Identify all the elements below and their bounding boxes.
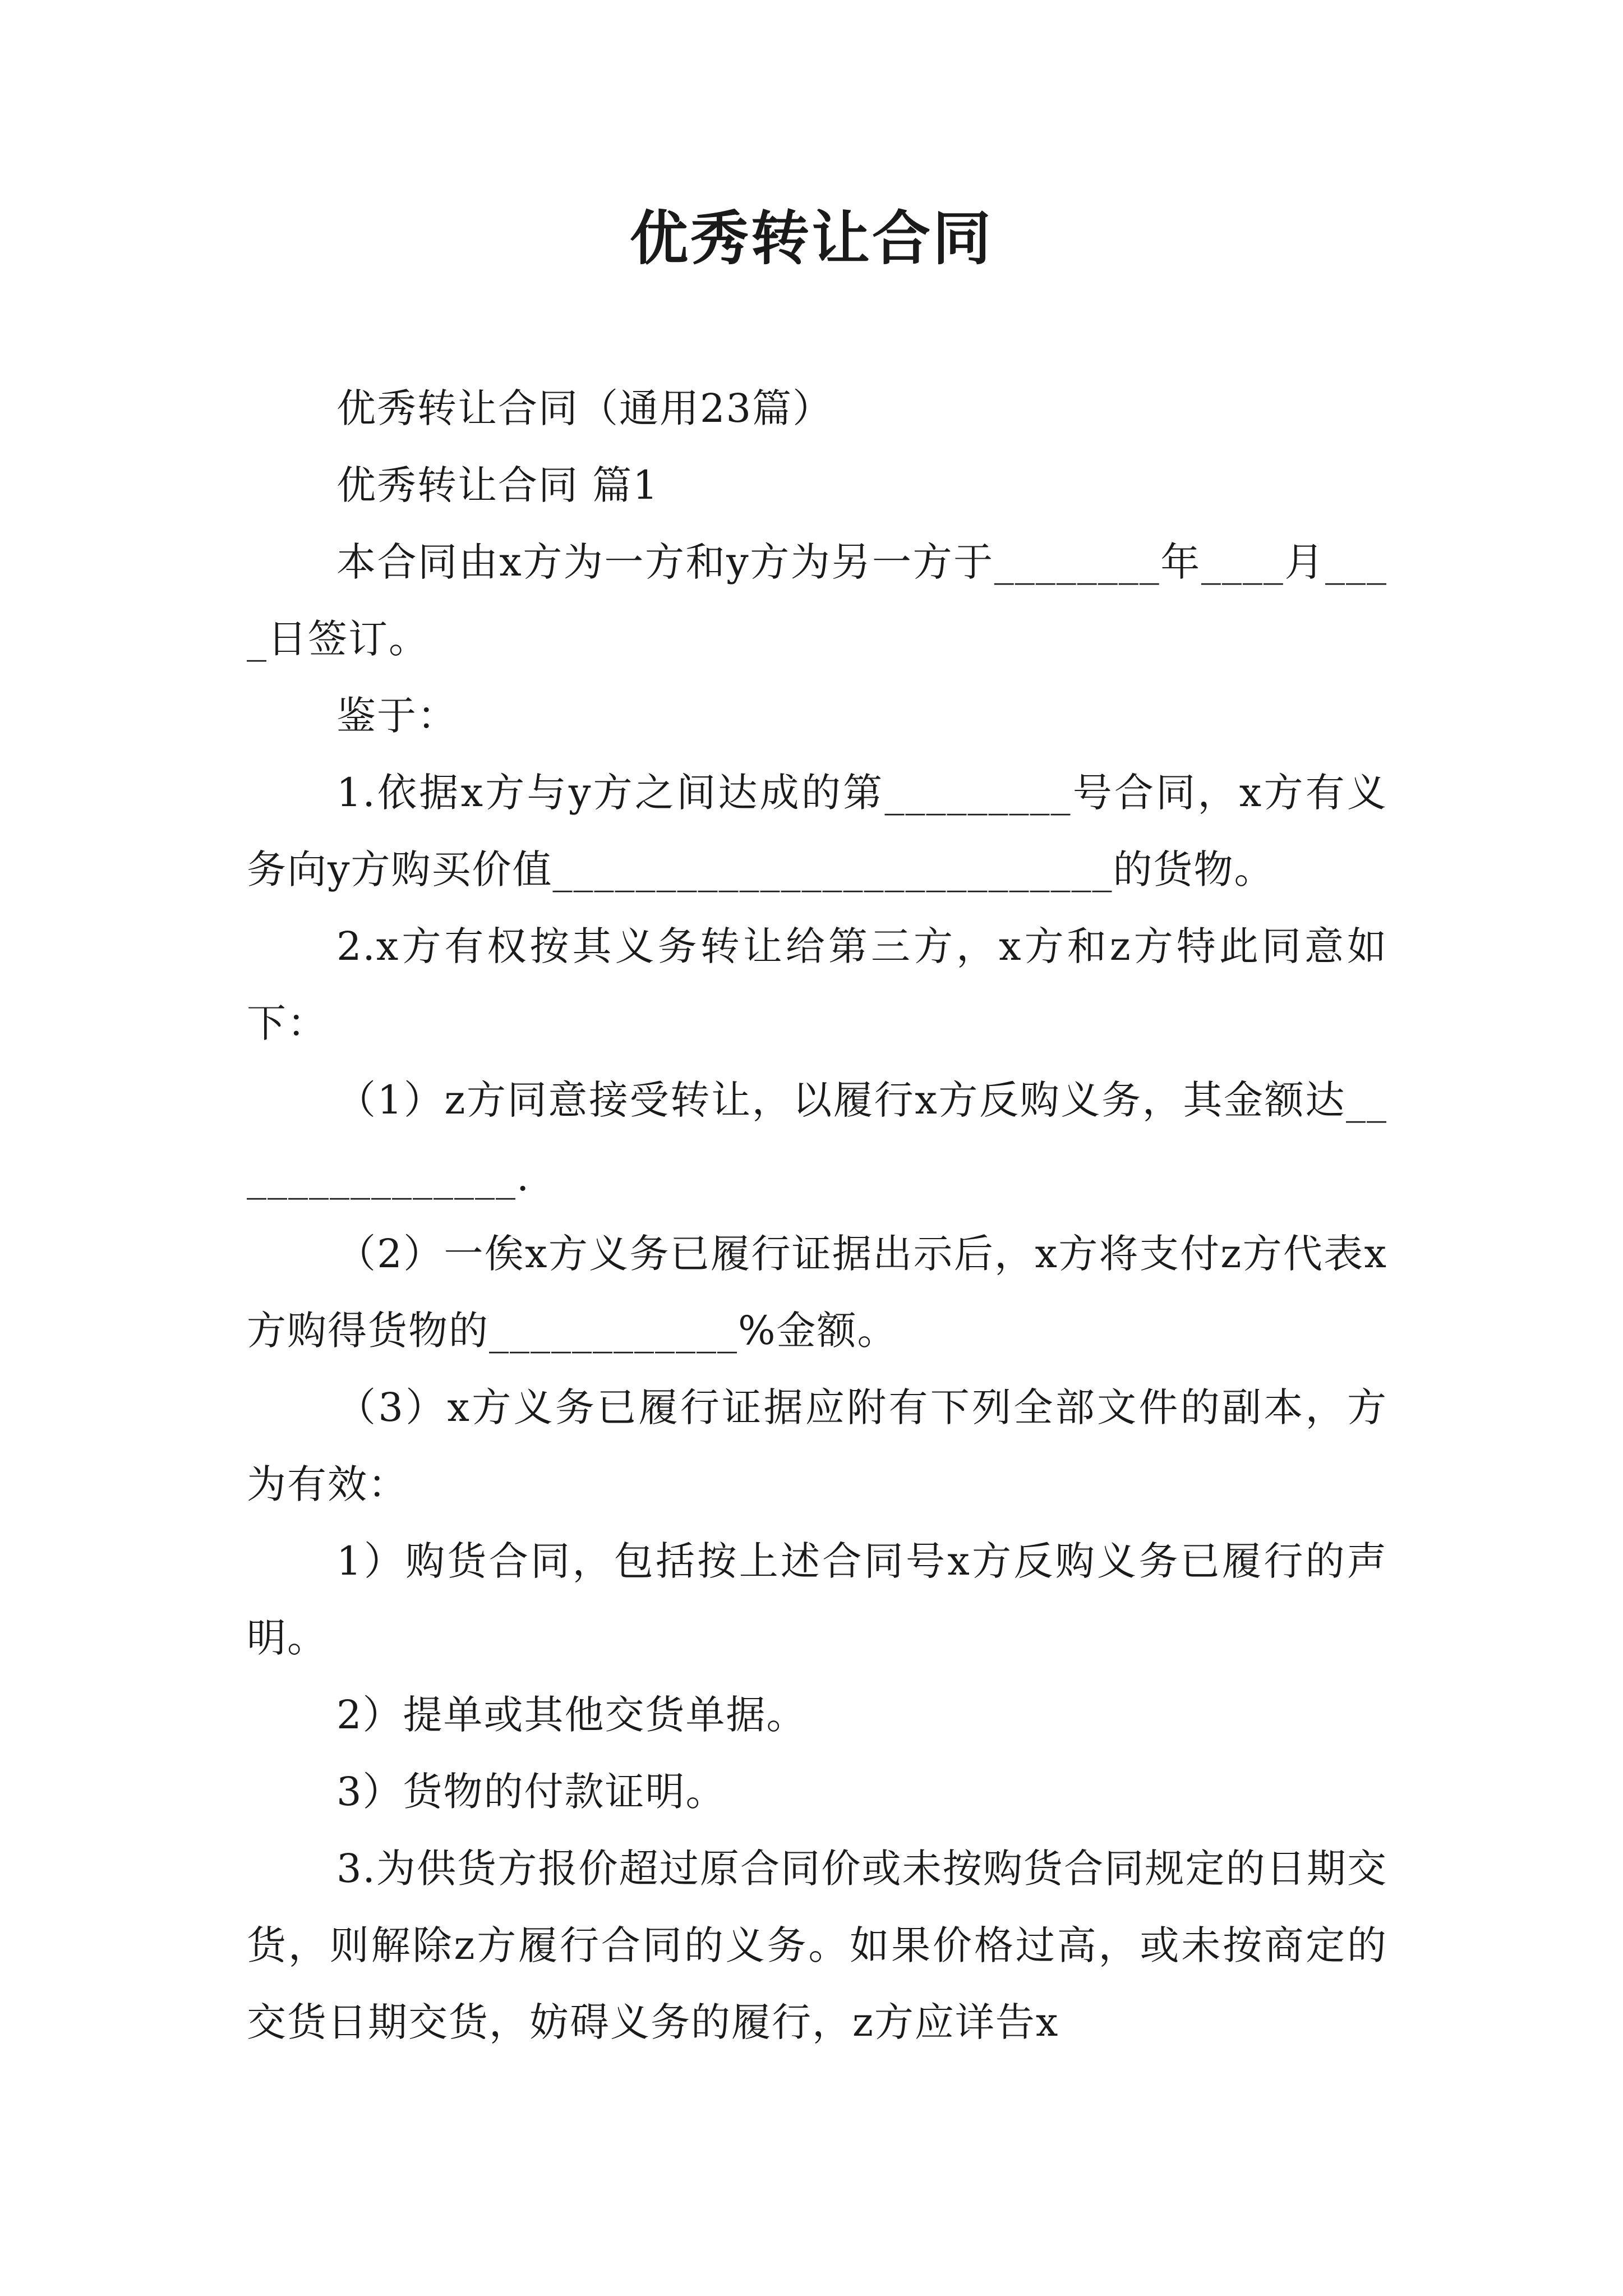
- paragraph-clause-2: 2.x方有权按其义务转让给第三方，x方和z方特此同意如下：: [247, 923, 1387, 1046]
- paragraph-subclause-3: （3）x方义务已履行证据应附有下列全部文件的副本，方为有效：: [247, 1384, 1387, 1507]
- paragraph-preamble: 本合同由x方为一方和y方为另一方于________年____月____日签订。: [247, 539, 1387, 662]
- paragraph-whereas: 鉴于：: [336, 693, 458, 739]
- paragraph-subclause-2: （2）一俟x方义务已履行证据出示后，x方将支付z方代表x方购得货物的____________%金额。: [247, 1231, 1387, 1354]
- paragraph-section-heading: 优秀转让合同 篇1: [336, 462, 659, 508]
- paragraph-item-3: 3）货物的付款证明。: [336, 1769, 726, 1815]
- paragraph-item-1: 1）购货合同，包括按上述合同号x方反购义务已履行的声明。: [247, 1538, 1387, 1661]
- paragraph-subclause-1: （1）z方同意接受转让，以履行x方反购义务，其金额达_______________.: [247, 1077, 1387, 1200]
- paragraph-clause-3: 3.为供货方报价超过原合同价或未按购货合同规定的日期交货，则解除z方履行合同的义务。如果价格过高，或未按商定的交货日期交货，妨碍义务的履行，z方应详告x: [247, 1846, 1387, 2045]
- document-body: [247, 370, 1387, 2061]
- paragraph-item-2: 2）提单或其他交货单据。: [336, 1692, 807, 1738]
- document-title: 优秀转让合同: [629, 204, 993, 273]
- paragraph-clause-1: 1.依据x方与y方之间达成的第_________号合同，x方有义务向y方购买价值___________________________的货物。: [247, 770, 1387, 892]
- paragraph-subtitle: 优秀转让合同（通用23篇）: [336, 385, 833, 431]
